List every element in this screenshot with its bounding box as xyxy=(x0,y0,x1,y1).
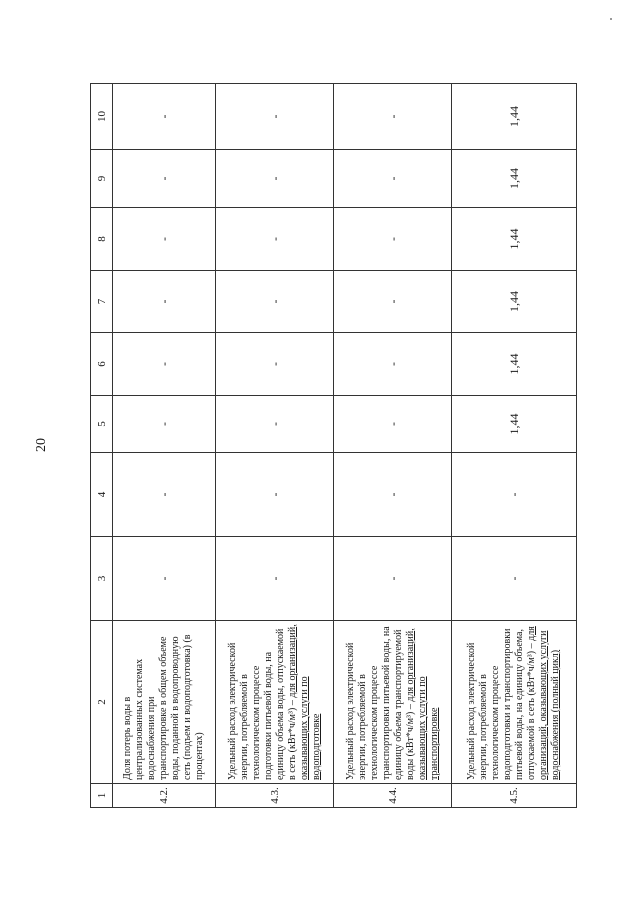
header-row xyxy=(91,84,113,808)
row-description xyxy=(334,621,452,784)
row-description xyxy=(113,621,216,784)
indicators-table xyxy=(90,83,577,808)
header-cell: 2 xyxy=(91,621,113,784)
header-cell: 7 xyxy=(91,271,113,333)
row-number: 4.2. xyxy=(113,784,216,808)
description-underlined: для организаций, оказывающих услуги по водоподготовке xyxy=(286,624,322,780)
value-cell: - xyxy=(113,208,216,271)
value-cell: - xyxy=(113,271,216,333)
value-cell: - xyxy=(334,208,452,271)
header-cell: 1 xyxy=(91,784,113,808)
table-row xyxy=(216,84,334,808)
row-number: 4.4. xyxy=(334,784,452,808)
table-row xyxy=(334,84,452,808)
value-cell: - xyxy=(113,396,216,453)
value-cell: - xyxy=(113,84,216,150)
description-underlined: для организаций, оказывающих услуги по транспортировке xyxy=(404,628,440,780)
value-cell: - xyxy=(216,208,334,271)
page-number: 20 xyxy=(34,438,49,452)
value-cell: - xyxy=(334,396,452,453)
value-cell: - xyxy=(113,150,216,208)
row-description xyxy=(452,621,577,784)
value-cell: 1,44 xyxy=(452,150,577,208)
row-number: 4.5. xyxy=(452,784,577,808)
value-cell: - xyxy=(216,271,334,333)
value-cell: 1,44 xyxy=(452,271,577,333)
row-description xyxy=(216,621,334,784)
header-cell: 9 xyxy=(91,150,113,208)
value-cell: - xyxy=(452,537,577,621)
header-cell: 8 xyxy=(91,208,113,271)
value-cell: 1,44 xyxy=(452,396,577,453)
value-cell: 1,44 xyxy=(452,84,577,150)
value-cell: 1,44 xyxy=(452,208,577,271)
row-number: 4.3. xyxy=(216,784,334,808)
header-cell: 6 xyxy=(91,333,113,396)
table-row xyxy=(452,84,577,808)
value-cell: - xyxy=(334,333,452,396)
header-cell: 4 xyxy=(91,453,113,537)
value-cell: - xyxy=(334,537,452,621)
description-underlined: для организаций, оказывающих услуги водоснабжения (полный цикл) xyxy=(526,626,561,780)
value-cell: - xyxy=(216,537,334,621)
value-cell: - xyxy=(216,396,334,453)
value-cell: 1,44 xyxy=(452,333,577,396)
value-cell: - xyxy=(334,271,452,333)
value-cell: - xyxy=(216,150,334,208)
value-cell: - xyxy=(216,84,334,150)
value-cell: - xyxy=(216,453,334,537)
value-cell: - xyxy=(113,537,216,621)
value-cell: - xyxy=(334,84,452,150)
description-text: Удельный расход электрической энергии, потребляемой в технологическом процессе подготовки питьевой воды, на единицу объема воды, отпускаемой в сеть (кВт*ч/м³) – xyxy=(226,628,298,780)
value-cell: - xyxy=(334,150,452,208)
description-text: Удельный расход электрической энергии, потребляемой в технологическом процессе водоподготовки и транспортировки питьевой воды, на единицу объема, отпускаемой в сеть (кВт*ч/м³) – xyxy=(466,628,537,780)
value-cell: - xyxy=(113,333,216,396)
table-row xyxy=(113,84,216,808)
value-cell: - xyxy=(113,453,216,537)
description-text: Удельный расход электрической энергии, потребляемой в технологическом процессе транспортировки питьевой воды, на единицу объема транспортируемой воды (кВт*ч/м³) – xyxy=(344,626,416,780)
header-cell: 5 xyxy=(91,396,113,453)
value-cell: - xyxy=(452,453,577,537)
value-cell: - xyxy=(334,453,452,537)
value-cell: - xyxy=(216,333,334,396)
header-cell: 3 xyxy=(91,537,113,621)
description-text: Доля потерь воды в централизованных системах водоснабжения при транспортировке в общем объеме воды, поданной в водопроводную сеть (подъем и водоподготовка) (в процентах) xyxy=(122,634,205,780)
header-cell: 10 xyxy=(91,84,113,150)
